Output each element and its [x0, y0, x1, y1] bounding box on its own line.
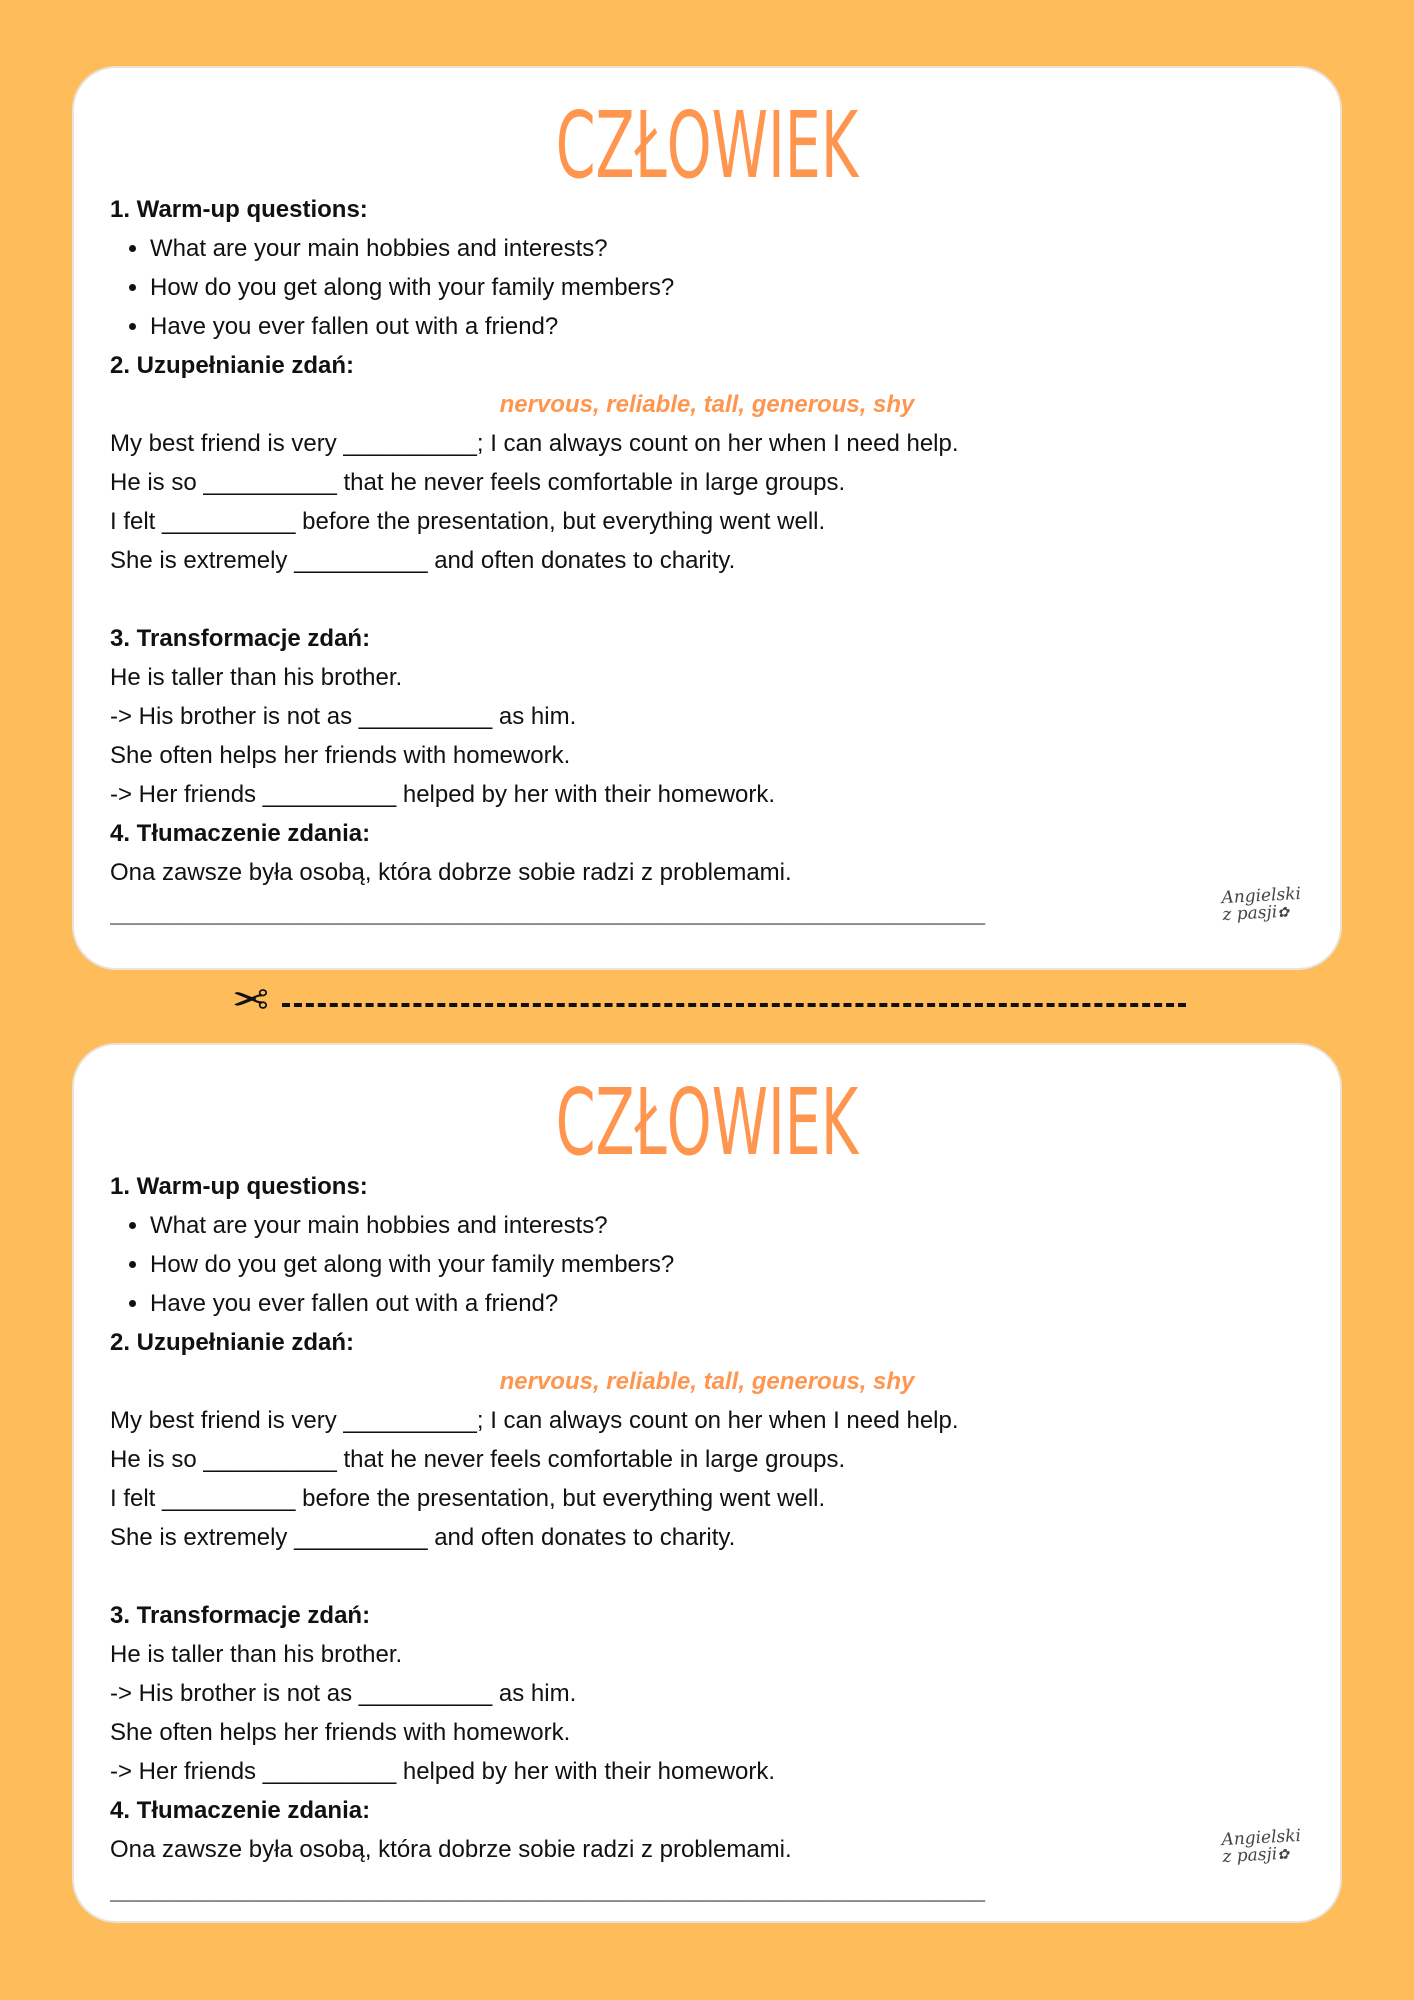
translation-answer-line: _________________________________________________________________ — [110, 897, 985, 925]
brand-logo — [1221, 1825, 1303, 1868]
section-2-heading: 2. Uzupełnianie zdań: — [110, 352, 355, 379]
transformation-line: She often helps her friends with homework. — [110, 742, 571, 769]
worksheet-card-bottom — [72, 1043, 1342, 1923]
worksheet-card-top — [72, 66, 1342, 970]
logo-line-1: Angielski — [1221, 1825, 1302, 1851]
logo-line-1: Angielski — [1221, 883, 1302, 909]
section-3-heading: 3. Transformacje zdań: — [110, 1602, 371, 1629]
brand-logo — [1221, 883, 1303, 926]
warmup-question: • What are your main hobbies and interests? — [150, 1206, 1304, 1245]
cut-line — [232, 975, 1186, 1026]
section-1-heading: 1. Warm-up questions: — [110, 196, 368, 223]
fill-in-sentence: My best friend is very __________; I can always count on her when I need help. — [110, 1407, 959, 1434]
transformation-line: -> Her friends __________ helped by her with their homework. — [110, 1758, 776, 1785]
warmup-question: • What are your main hobbies and interests? — [150, 229, 1304, 268]
worksheet-body — [110, 1167, 1304, 1908]
fill-in-sentence: He is so __________ that he never feels comfortable in large groups. — [110, 1446, 846, 1473]
fill-in-sentence: I felt __________ before the presentation, but everything went well. — [110, 1485, 826, 1512]
transformation-line: He is taller than his brother. — [110, 664, 403, 691]
fill-in-sentence: She is extremely __________ and often donates to charity. — [110, 547, 736, 574]
transformation-line: -> His brother is not as __________ as him. — [110, 1680, 577, 1707]
scissors-icon: ✂ — [232, 975, 269, 1026]
worksheet-title: CZŁOWIEK — [555, 1069, 859, 1176]
warmup-question: • How do you get along with your family members? — [150, 268, 1304, 307]
logo-line-2: z pasji — [1222, 902, 1279, 926]
transformation-line: -> His brother is not as __________ as him. — [110, 703, 577, 730]
flower-icon: ✿ — [1277, 1846, 1290, 1864]
section-2-heading: 2. Uzupełnianie zdań: — [110, 1329, 355, 1356]
warmup-question-list — [110, 1206, 1304, 1323]
warmup-question-list — [110, 229, 1304, 346]
transformation-line: He is taller than his brother. — [110, 1641, 403, 1668]
translation-answer-line: _________________________________________________________________ — [110, 1874, 985, 1902]
fill-in-sentence: She is extremely __________ and often donates to charity. — [110, 1524, 736, 1551]
word-bank: nervous, reliable, tall, generous, shy — [499, 391, 915, 418]
worksheet-body — [110, 190, 1304, 931]
flower-icon: ✿ — [1277, 904, 1290, 922]
section-4-heading: 4. Tłumaczenie zdania: — [110, 1797, 371, 1824]
section-4-heading: 4. Tłumaczenie zdania: — [110, 820, 371, 847]
section-1-heading: 1. Warm-up questions: — [110, 1173, 368, 1200]
logo-line-2: z pasji — [1222, 1844, 1279, 1868]
transformation-line: -> Her friends __________ helped by her with their homework. — [110, 781, 776, 808]
fill-in-sentence: He is so __________ that he never feels comfortable in large groups. — [110, 469, 846, 496]
word-bank: nervous, reliable, tall, generous, shy — [499, 1368, 915, 1395]
dashed-divider — [282, 1003, 1186, 1007]
transformation-line: She often helps her friends with homework. — [110, 1719, 571, 1746]
warmup-question: • Have you ever fallen out with a friend? — [150, 307, 1304, 346]
fill-in-sentence: I felt __________ before the presentation, but everything went well. — [110, 508, 826, 535]
translation-sentence: Ona zawsze była osobą, która dobrze sobie radzi z problemami. — [110, 1836, 792, 1863]
section-3-heading: 3. Transformacje zdań: — [110, 625, 371, 652]
warmup-question: • Have you ever fallen out with a friend? — [150, 1284, 1304, 1323]
translation-sentence: Ona zawsze była osobą, która dobrze sobie radzi z problemami. — [110, 859, 792, 886]
warmup-question: • How do you get along with your family members? — [150, 1245, 1304, 1284]
worksheet-title: CZŁOWIEK — [555, 92, 859, 199]
fill-in-sentence: My best friend is very __________; I can always count on her when I need help. — [110, 430, 959, 457]
